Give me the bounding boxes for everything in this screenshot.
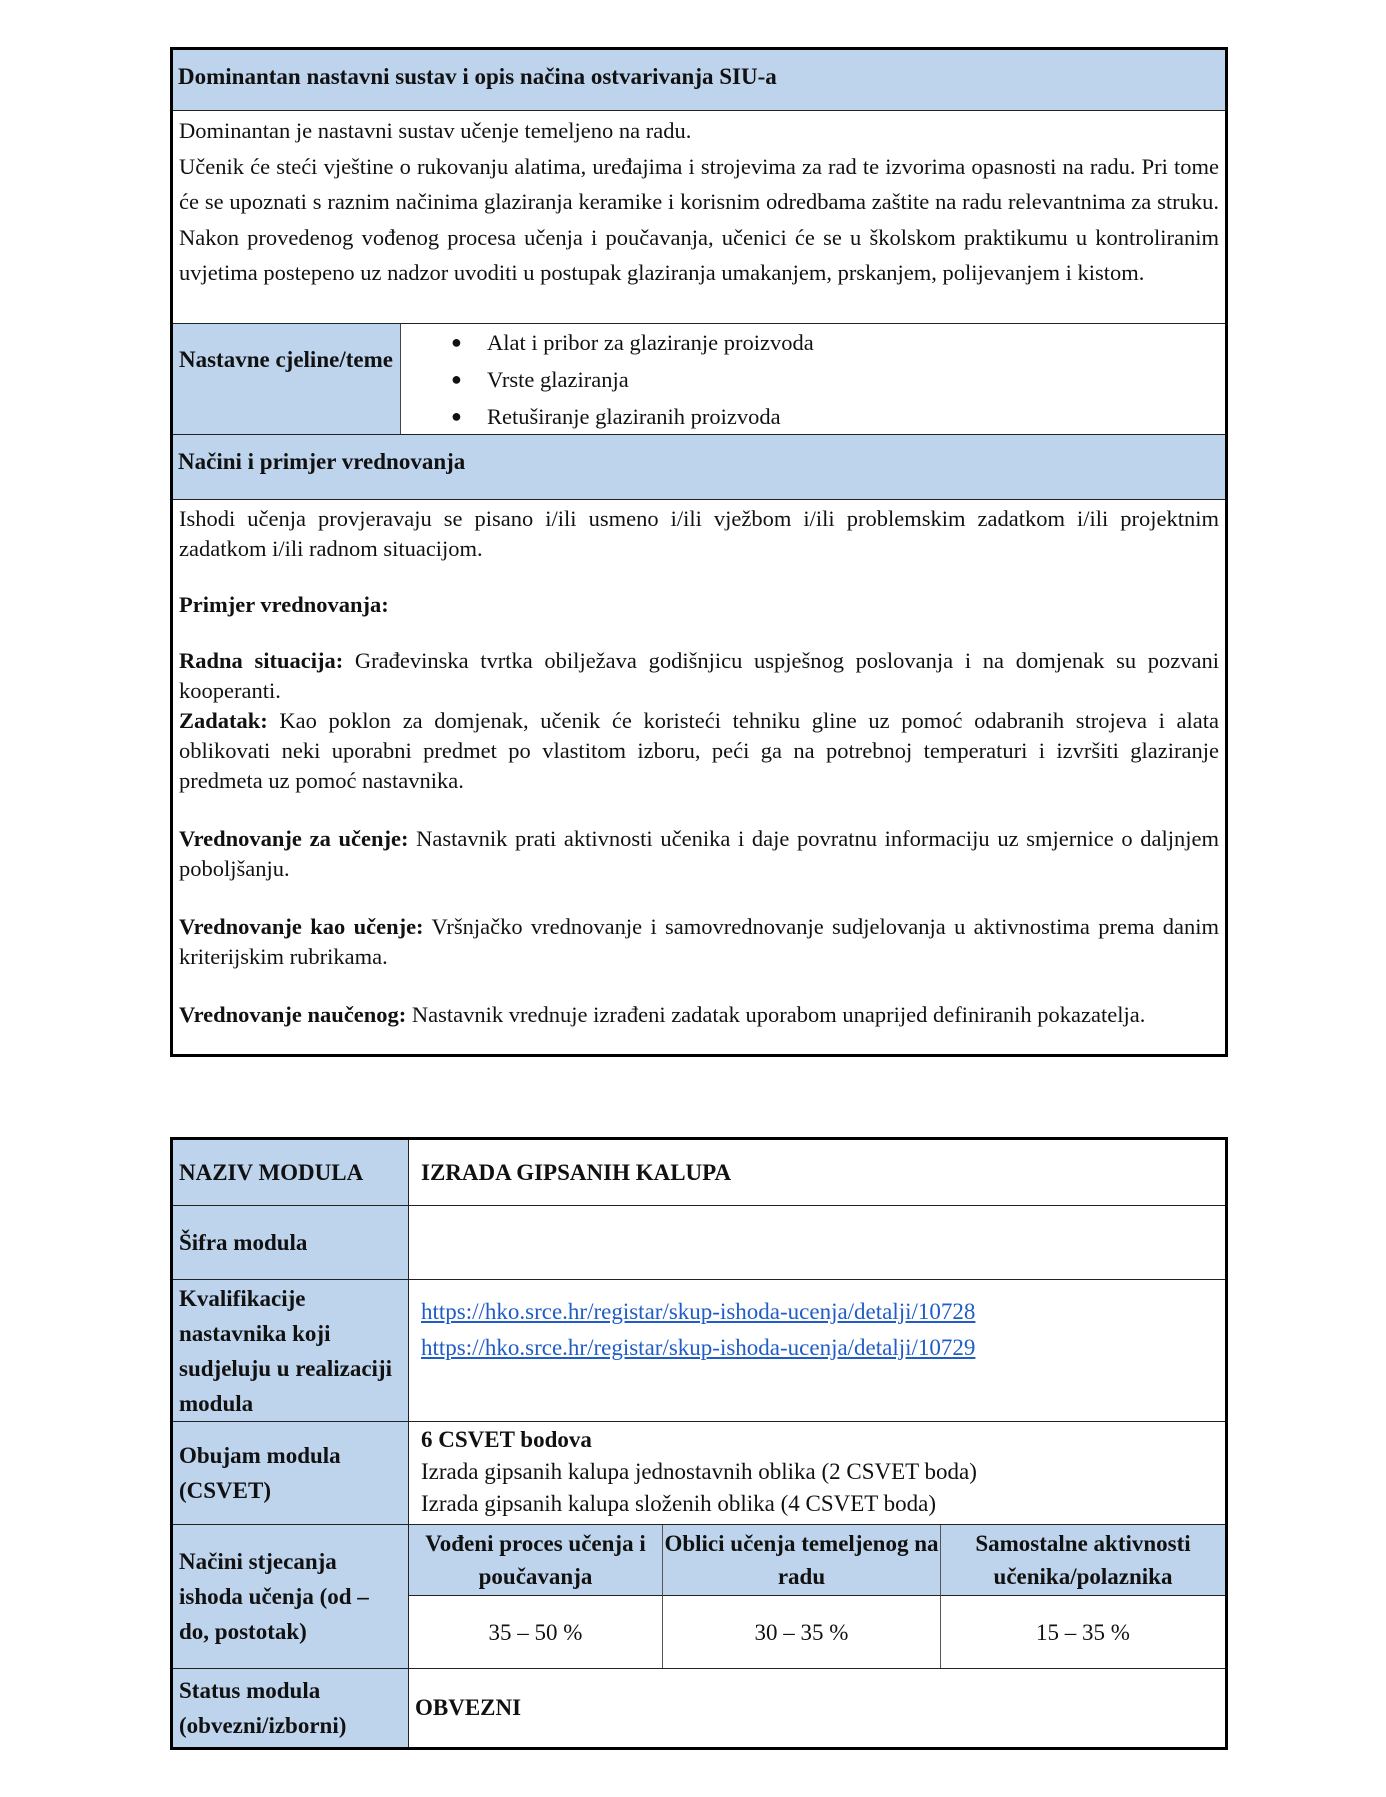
as-learning-text: Vršnjačko vrednovanje i samovrednovanje sudjelovanja u aktivnostima prema danim kriterijskim rubrikama. (179, 914, 1220, 969)
work-situation-text: Građevinska tvrtka obilježava godišnjicu uspješnog poslovanja i na domjenak su pozvani kooperanti. (179, 648, 1220, 703)
topic-text: Vrste glaziranja (487, 367, 629, 392)
bullet-icon: ● (451, 369, 462, 389)
topic-item (401, 361, 1225, 398)
learning-methods-row (173, 1525, 1225, 1669)
topic-item (401, 324, 1225, 361)
as-learning-label: Vrednovanje kao učenje: (179, 914, 424, 939)
bullet-icon: ● (451, 332, 462, 352)
module-code-value (409, 1206, 1225, 1279)
topic-text: Retuširanje glaziranih proizvoda (487, 404, 781, 429)
example-title-text: Primjer vrednovanja: (179, 592, 389, 617)
task-label: Zadatak: (179, 708, 268, 733)
method-percentage: 35 – 50 % (409, 1596, 663, 1668)
heading-text: Dominantan nastavni sustav i opis načina ostvarivanja SIU-a (178, 64, 777, 89)
topics-row (173, 324, 1225, 435)
description-line: Dominantan je nastavni sustav učenje temeljeno na radu. (179, 118, 692, 143)
heading-text: Načini i primjer vrednovanja (178, 449, 466, 474)
qualifications-links (409, 1280, 1225, 1421)
method-percentage: 15 – 35 % (1036, 1620, 1130, 1645)
scope-item: Izrada gipsanih kalupa složenih oblika (4 CSVET boda) (421, 1491, 937, 1516)
evaluation-for-learning (179, 824, 1219, 884)
section-heading-teaching-system (173, 50, 1225, 111)
learning-methods-label: Načini stjecanja ishoda učenja (od – do, postotak) (173, 1525, 409, 1668)
module-name-text: IZRADA GIPSANIH KALUPA (421, 1159, 732, 1185)
module-name-row (173, 1140, 1225, 1206)
for-learning-text: Nastavnik prati aktivnosti učenika i daje povratnu informaciju uz smjernice o daljnjem poboljšanju. (179, 826, 1219, 881)
task-text: Kao poklon za domjenak, učenik će koristeći tehniku gline uz pomoć odabranih strojeva i alata oblikovati neki uporabni predmet po vlastitom izboru, peći ga na potrebnoj temperaturi i izvršiti glaziranje predmeta uz pomoć nastavnika. (179, 708, 1219, 793)
module-status-value (409, 1669, 1225, 1747)
example-title (179, 590, 1219, 620)
module-name-label: NAZIV MODULA (173, 1140, 409, 1205)
module-status-text: OBVEZNI (415, 1695, 522, 1720)
topics-label: Nastavne cjeline/teme (173, 324, 401, 434)
scope-total: 6 CSVET bodova (421, 1427, 592, 1452)
module-code-label: Šifra modula (173, 1206, 409, 1279)
evaluation-of-learning (179, 1000, 1219, 1030)
method-percentage: 30 – 35 % (663, 1596, 941, 1668)
qualification-link-10728[interactable]: https://hko.srce.hr/registar/skup-ishoda-ucenja/detalji/10728 (421, 1299, 976, 1324)
for-learning-label: Vrednovanje za učenje: (179, 826, 409, 851)
qualifications-label: Kvalifikacije nastavnika koji sudjeluju u realizaciji modula (173, 1280, 409, 1421)
module-scope-value (409, 1422, 1225, 1524)
module-scope-row (173, 1422, 1225, 1525)
task (179, 706, 1219, 796)
method-header: Oblici učenja temeljenog na radu (663, 1525, 941, 1596)
evaluation-intro: Ishodi učenja provjeravaju se pisano i/ili usmeno i/ili vježbom i/ili problemskim zadatkom i/ili projektnim zadatkom i/ili radnom situacijom. (179, 506, 1219, 561)
module-table (170, 1137, 1228, 1750)
teaching-system-table (170, 47, 1228, 1057)
section-heading-evaluation (173, 435, 1225, 500)
work-situation-label: Radna situacija: (179, 648, 344, 673)
method-header: Vođeni proces učenja i poučavanja (409, 1525, 663, 1596)
module-status-label: Status modula (obvezni/izborni) (173, 1669, 409, 1747)
work-situation (179, 646, 1219, 706)
module-status-row (173, 1669, 1225, 1747)
evaluation-as-learning (179, 912, 1219, 972)
of-learning-text: Nastavnik vrednuje izrađeni zadatak uporabom unaprijed definiranih pokazatelja. (406, 1002, 1146, 1027)
description-paragraph: Učenik će steći vještine o rukovanju alatima, uređajima i strojevima za rad te izvorima opasnosti na radu. Pri tome će se upoznati s raznim načinima glaziranja keramike i korisnim odredbama zaštite na radu relevantnima za struku. Nakon provedenog vođenog procesa učenja i poučavanja, učenici će se u školskom praktikumu u kontroliranim uvjetima postepeno uz nadzor uvoditi u postupak glaziranja umakanjem, prskanjem, polijevanjem i kistom. (179, 153, 1219, 285)
topics-list (401, 324, 1225, 434)
scope-item: Izrada gipsanih kalupa jednostavnih oblika (2 CSVET boda) (421, 1459, 977, 1484)
qualifications-row (173, 1280, 1225, 1422)
module-scope-label: Obujam modula (CSVET) (173, 1422, 409, 1524)
method-header: Samostalne aktivnosti učenika/polaznika (941, 1525, 1225, 1596)
bullet-icon: ● (451, 406, 462, 426)
of-learning-label: Vrednovanje naučenog: (179, 1002, 407, 1027)
teaching-system-description (173, 111, 1225, 324)
topic-item (401, 398, 1225, 435)
module-code-row (173, 1206, 1225, 1280)
module-name-value (409, 1140, 1225, 1205)
topic-text: Alat i pribor za glaziranje proizvoda (487, 330, 814, 355)
qualification-link-10729[interactable]: https://hko.srce.hr/registar/skup-ishoda-ucenja/detalji/10729 (421, 1335, 976, 1360)
evaluation-body (173, 500, 1225, 1054)
